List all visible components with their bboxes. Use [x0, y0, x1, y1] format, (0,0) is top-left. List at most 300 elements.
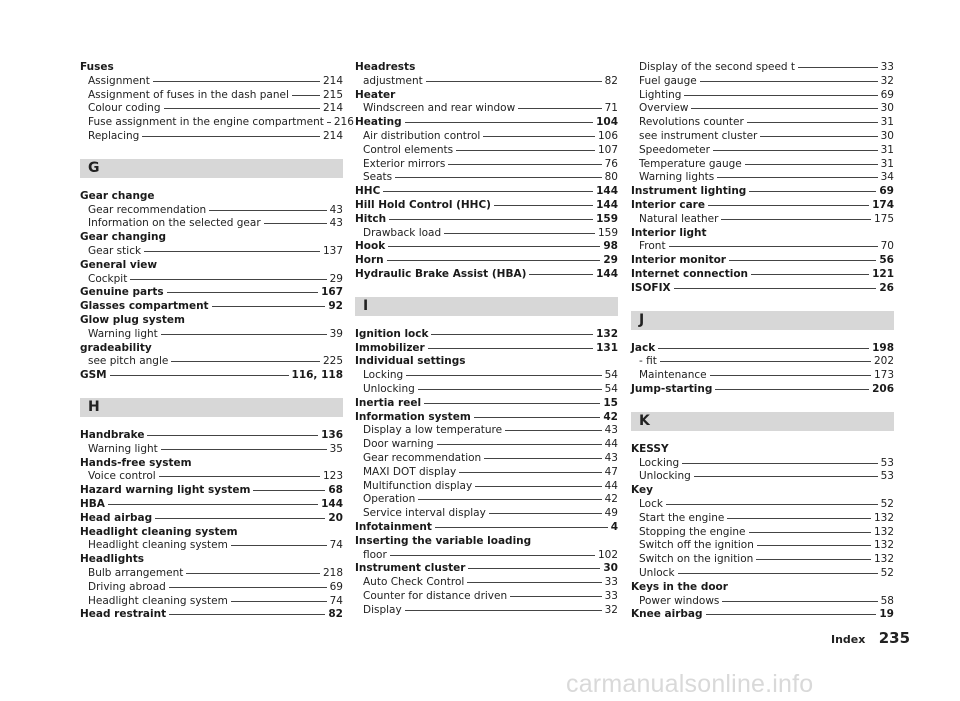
leader-line — [678, 573, 878, 574]
subentry-term: Operation — [363, 493, 416, 506]
index-subentry[interactable] — [80, 75, 343, 89]
page-reference[interactable]: 15 — [603, 396, 618, 409]
index-subentry[interactable] — [631, 61, 894, 75]
subentry-term: Warning light — [88, 442, 158, 455]
index-heading-row[interactable] — [80, 512, 343, 526]
leader-line — [110, 375, 289, 376]
page-reference[interactable]: 82 — [604, 74, 618, 87]
index-entry — [80, 553, 343, 608]
index-subentry[interactable] — [355, 227, 618, 241]
page-reference[interactable]: 35 — [329, 442, 343, 455]
index-heading-row[interactable] — [631, 199, 894, 213]
subentry-term: Display of the second speed t — [639, 61, 796, 73]
index-subentry[interactable] — [80, 217, 343, 231]
leader-line — [484, 458, 601, 459]
index-entry — [355, 185, 618, 199]
index-heading-row[interactable] — [80, 498, 343, 512]
index-entry — [631, 185, 894, 199]
index-subentry[interactable] — [80, 273, 343, 287]
index-subentry[interactable] — [355, 369, 618, 383]
index-subentry[interactable] — [80, 539, 343, 553]
page-reference[interactable]: 116, 118 — [291, 369, 343, 382]
index-subentry[interactable] — [631, 102, 894, 116]
index-subentry[interactable] — [80, 567, 343, 581]
page-reference[interactable]: 106 — [597, 129, 618, 142]
index-term: Inserting the variable loading — [355, 534, 532, 547]
page-reference[interactable]: 33 — [604, 589, 618, 602]
page-reference[interactable]: 19 — [879, 608, 894, 621]
page-reference[interactable]: 4 — [610, 520, 618, 533]
index-subentry[interactable] — [631, 553, 894, 567]
leader-line — [387, 260, 601, 261]
index-subentry[interactable] — [80, 470, 343, 484]
page-reference[interactable]: 225 — [322, 355, 343, 368]
page-reference[interactable]: 69 — [879, 185, 894, 198]
index-heading-row[interactable] — [631, 608, 894, 622]
leader-line — [161, 449, 327, 450]
page-reference[interactable]: 206 — [872, 382, 894, 395]
subentry-term: Lock — [639, 497, 663, 510]
index-term: Headlights — [80, 553, 144, 566]
page-reference[interactable]: 202 — [873, 355, 894, 368]
subentry-term: Display a low temperature — [363, 424, 503, 437]
page-reference[interactable]: 121 — [872, 267, 894, 280]
page-reference[interactable]: 44 — [604, 479, 618, 492]
leader-line — [395, 177, 601, 178]
watermark: carmanualsonline.info — [566, 670, 814, 698]
page-reference[interactable]: 70 — [880, 240, 894, 253]
leader-line — [760, 136, 877, 137]
page-reference[interactable]: 47 — [604, 465, 618, 478]
leader-line — [418, 499, 601, 500]
index-entry — [80, 512, 343, 526]
page-reference[interactable]: 74 — [329, 539, 343, 552]
leader-line — [155, 518, 325, 519]
page-reference[interactable]: 218 — [322, 566, 343, 579]
index-entry — [355, 397, 618, 411]
page-reference[interactable]: 43 — [604, 451, 618, 464]
page-reference[interactable]: 132 — [596, 327, 618, 340]
page-reference[interactable]: 173 — [873, 369, 894, 382]
page-reference[interactable]: 198 — [872, 341, 894, 354]
page-reference[interactable]: 214 — [322, 129, 343, 142]
page-reference[interactable]: 54 — [604, 382, 618, 395]
index-subentry[interactable] — [80, 581, 343, 595]
index-entry — [631, 608, 894, 622]
index-subentry[interactable] — [631, 75, 894, 89]
index-subentry[interactable] — [355, 383, 618, 397]
index-heading-row[interactable] — [355, 254, 618, 268]
index-subentry[interactable] — [355, 480, 618, 494]
leader-line — [231, 545, 327, 546]
index-entry — [355, 328, 618, 342]
subentry-term: Headlight cleaning system — [88, 594, 228, 607]
page-reference[interactable]: 69 — [329, 580, 343, 593]
leader-line — [749, 532, 871, 533]
index-heading-row[interactable] — [355, 397, 618, 411]
page-reference[interactable]: 71 — [604, 102, 618, 115]
index-heading-row[interactable] — [631, 185, 894, 199]
index-entry — [80, 342, 343, 370]
index-subentry[interactable] — [355, 604, 618, 618]
index-subentry[interactable] — [80, 355, 343, 369]
index-term: Interior monitor — [631, 254, 726, 267]
index-subentry[interactable] — [631, 567, 894, 581]
leader-line — [798, 67, 878, 68]
index-subentry[interactable] — [631, 539, 894, 553]
index-term: Hydraulic Brake Assist (HBA) — [355, 267, 527, 280]
subentry-term: Seats — [363, 171, 393, 184]
page-reference[interactable]: 32 — [604, 603, 618, 616]
page-reference[interactable]: 30 — [880, 129, 894, 142]
index-entry — [631, 282, 894, 296]
index-entry — [80, 259, 343, 287]
index-entry — [355, 342, 618, 356]
subentry-term: Locking — [639, 456, 680, 469]
subentry-term: Unlocking — [639, 470, 691, 483]
index-subentry[interactable] — [631, 213, 894, 227]
index-heading-row[interactable] — [355, 328, 618, 342]
index-term: Headlight cleaning system — [80, 525, 238, 538]
page-reference[interactable]: 69 — [880, 88, 894, 101]
subentry-term: Fuel gauge — [639, 74, 697, 87]
subentry-term: Stopping the engine — [639, 525, 746, 538]
leader-line — [674, 288, 877, 289]
page-reference[interactable]: 20 — [328, 511, 343, 524]
index-subentry[interactable] — [80, 443, 343, 457]
subentry-term: Cockpit — [88, 272, 128, 285]
page-reference[interactable]: 82 — [328, 608, 343, 621]
footer-label: Index — [831, 633, 866, 646]
index-term: Horn — [355, 254, 384, 267]
index-heading-row[interactable] — [355, 199, 618, 213]
page-reference[interactable]: 136 — [321, 428, 343, 441]
index-subentry[interactable] — [631, 470, 894, 484]
index-entry — [80, 190, 343, 231]
index-entry — [355, 535, 618, 563]
page-reference[interactable]: 175 — [873, 212, 894, 225]
subentry-term: Revolutions counter — [639, 116, 744, 129]
page-reference[interactable]: 31 — [880, 143, 894, 156]
index-subentry[interactable] — [631, 457, 894, 471]
subentry-term: Assignment of fuses in the dash panel — [88, 88, 289, 101]
page-reference[interactable]: 26 — [879, 281, 894, 294]
index-subentry[interactable] — [631, 158, 894, 172]
index-subentry[interactable] — [355, 590, 618, 604]
index-subentry[interactable] — [631, 89, 894, 103]
leader-line — [159, 476, 320, 477]
page-reference[interactable]: 74 — [329, 594, 343, 607]
index-subentry[interactable] — [631, 369, 894, 383]
index-term: Hands-free system — [80, 456, 192, 469]
index-subentry[interactable] — [355, 144, 618, 158]
page-reference[interactable]: 42 — [604, 493, 618, 506]
index-subentry[interactable] — [631, 526, 894, 540]
leader-line — [388, 246, 600, 247]
leader-line — [727, 518, 871, 519]
subentry-term: Display — [363, 603, 402, 616]
index-subentry[interactable] — [355, 493, 618, 507]
index-subentry[interactable] — [80, 89, 343, 103]
page-reference[interactable]: 144 — [321, 497, 343, 510]
index-term: ISOFIX — [631, 281, 671, 294]
page-reference[interactable]: 29 — [603, 254, 618, 267]
page-reference[interactable]: 68 — [328, 484, 343, 497]
page-reference[interactable]: 98 — [603, 240, 618, 253]
leader-line — [684, 95, 877, 96]
index-heading-row[interactable] — [80, 286, 343, 300]
page-reference[interactable]: 137 — [322, 244, 343, 257]
index-term: Handbrake — [80, 428, 145, 441]
index-column-2 — [355, 61, 618, 617]
index-heading-row[interactable] — [631, 268, 894, 282]
index-entry — [355, 213, 618, 241]
index-term: General view — [80, 258, 158, 271]
index-entry — [80, 526, 343, 554]
page-reference[interactable]: 144 — [596, 267, 618, 280]
index-subentry[interactable] — [631, 595, 894, 609]
subentry-term: Switch on the ignition — [639, 553, 754, 566]
leader-line — [405, 610, 602, 611]
leader-line — [389, 219, 593, 220]
index-subentry[interactable] — [80, 116, 354, 130]
index-term: Information system — [355, 410, 471, 423]
subentry-term: Air distribution control — [363, 129, 481, 142]
index-subentry[interactable] — [80, 328, 343, 342]
subentry-term: Front — [639, 240, 666, 253]
page-reference[interactable]: 159 — [596, 212, 618, 225]
page-reference[interactable]: 44 — [604, 438, 618, 451]
page-reference[interactable]: 132 — [873, 539, 894, 552]
subentry-term: Speedometer — [639, 143, 710, 156]
index-heading-row[interactable] — [355, 342, 618, 356]
page-reference[interactable]: 29 — [329, 272, 343, 285]
index-subentry[interactable] — [355, 158, 618, 172]
page-reference[interactable]: 33 — [604, 576, 618, 589]
page-reference[interactable]: 159 — [597, 226, 618, 239]
page-reference[interactable]: 58 — [880, 594, 894, 607]
index-term: Immobilizer — [355, 341, 425, 354]
index-subentry[interactable] — [80, 595, 343, 609]
leader-line — [757, 545, 871, 546]
index-term: gradeability — [80, 341, 152, 354]
leader-line — [700, 81, 878, 82]
leader-line — [437, 444, 602, 445]
index-heading-row[interactable] — [355, 268, 618, 282]
page-reference[interactable]: 31 — [880, 116, 894, 129]
leader-line — [694, 476, 878, 477]
index-entry — [80, 286, 343, 300]
page-reference[interactable]: 30 — [880, 102, 894, 115]
subentry-term: Lighting — [639, 88, 682, 101]
page-reference[interactable]: 43 — [604, 424, 618, 437]
index-subentry[interactable] — [631, 144, 894, 158]
subentry-term: Colour coding — [88, 102, 161, 115]
leader-line — [729, 260, 876, 261]
subentry-term: Unlocking — [363, 382, 415, 395]
leader-line — [383, 191, 593, 192]
leader-line — [426, 81, 602, 82]
index-subentry[interactable] — [355, 424, 618, 438]
index-subentry[interactable] — [631, 130, 894, 144]
index-heading-row[interactable] — [355, 116, 618, 130]
subentry-term: Natural leather — [639, 212, 719, 225]
leader-line — [153, 81, 320, 82]
page-reference[interactable]: 123 — [322, 470, 343, 483]
page-reference[interactable]: 80 — [604, 171, 618, 184]
index-heading-row[interactable] — [355, 411, 618, 425]
index-heading-row[interactable] — [80, 369, 343, 383]
index-heading-row[interactable] — [631, 342, 894, 356]
leader-line — [756, 559, 871, 560]
index-heading-row[interactable] — [355, 213, 618, 227]
index-entry — [631, 199, 894, 227]
index-subentry[interactable] — [80, 102, 343, 116]
page-reference[interactable]: 54 — [604, 369, 618, 382]
leader-line — [747, 122, 878, 123]
leader-line — [169, 587, 327, 588]
page-reference[interactable]: 30 — [603, 562, 618, 575]
page-reference[interactable]: 104 — [596, 116, 618, 129]
page-reference[interactable]: 52 — [880, 566, 894, 579]
index-subentry[interactable] — [355, 75, 618, 89]
index-subentry[interactable] — [80, 204, 343, 218]
leader-line — [390, 555, 595, 556]
page-reference[interactable]: 132 — [873, 525, 894, 538]
page-reference[interactable]: 144 — [596, 185, 618, 198]
index-heading-row[interactable] — [631, 383, 894, 397]
index-term: Hitch — [355, 212, 387, 225]
page-reference[interactable]: 42 — [603, 410, 618, 423]
index-term: Head airbag — [80, 511, 153, 524]
subentry-term: Gear recommendation — [88, 203, 207, 216]
leader-line — [253, 490, 325, 491]
index-heading-row[interactable] — [355, 185, 618, 199]
page-reference[interactable]: 131 — [596, 341, 618, 354]
index-entry — [631, 443, 894, 484]
page-reference[interactable]: 144 — [596, 198, 618, 211]
index-subentry[interactable] — [631, 355, 894, 369]
page-reference[interactable]: 33 — [880, 61, 894, 73]
page-reference[interactable]: 214 — [322, 102, 343, 115]
leader-line — [717, 177, 877, 178]
index-subentry[interactable] — [355, 549, 618, 563]
leader-line — [431, 334, 593, 335]
index-heading-row[interactable] — [80, 300, 343, 314]
leader-line — [212, 306, 326, 307]
page-reference[interactable]: 76 — [604, 157, 618, 170]
index-subentry[interactable] — [355, 466, 618, 480]
page-footer — [831, 629, 910, 647]
index-subentry[interactable] — [80, 245, 343, 259]
page-reference[interactable]: 31 — [880, 157, 894, 170]
subentry-term: Multifunction display — [363, 479, 473, 492]
page-reference[interactable]: 32 — [880, 74, 894, 87]
index-subentry[interactable] — [355, 452, 618, 466]
index-subentry[interactable] — [355, 171, 618, 185]
index-entry — [355, 521, 618, 535]
index-entry — [355, 355, 618, 396]
index-heading-row[interactable] — [80, 484, 343, 498]
index-heading-row[interactable] — [631, 282, 894, 296]
subentry-term: Gear recommendation — [363, 451, 482, 464]
page-reference[interactable]: 39 — [329, 327, 343, 340]
page-reference[interactable]: 214 — [322, 74, 343, 87]
index-subentry[interactable] — [355, 102, 618, 116]
index-subentry[interactable] — [631, 116, 894, 130]
index-term: Individual settings — [355, 355, 466, 368]
subentry-term: Counter for distance driven — [363, 589, 508, 602]
page-reference[interactable]: 92 — [328, 300, 343, 313]
index-entry — [80, 61, 354, 144]
page-reference[interactable]: 132 — [873, 511, 894, 524]
index-heading-row[interactable] — [355, 521, 618, 535]
index-subentry[interactable] — [355, 130, 618, 144]
index-subentry[interactable] — [355, 576, 618, 590]
page-reference[interactable]: 167 — [321, 286, 343, 299]
page-reference[interactable]: 102 — [597, 548, 618, 561]
index-heading-row[interactable] — [80, 429, 343, 443]
page-reference[interactable]: 43 — [329, 203, 343, 216]
page-reference[interactable]: 34 — [880, 171, 894, 184]
page-reference[interactable]: 216 — [333, 116, 354, 129]
index-entry — [355, 199, 618, 213]
leader-line — [209, 210, 326, 211]
index-entry — [80, 314, 343, 342]
index-subentry[interactable] — [355, 507, 618, 521]
page-reference[interactable]: 53 — [880, 470, 894, 483]
page-reference[interactable]: 56 — [879, 254, 894, 267]
index-heading-row[interactable] — [631, 254, 894, 268]
index-subentry[interactable] — [631, 498, 894, 512]
subentry-term: floor — [363, 548, 387, 561]
leader-line — [505, 430, 602, 431]
index-heading-row[interactable] — [355, 562, 618, 576]
leader-line — [510, 596, 601, 597]
leader-line — [264, 223, 327, 224]
index-term: Gear change — [80, 189, 155, 202]
index-subentry[interactable] — [631, 512, 894, 526]
leader-line — [169, 614, 325, 615]
index-entry — [355, 268, 618, 282]
index-subentry[interactable] — [80, 130, 343, 144]
section-letter: H — [80, 398, 343, 417]
page-reference[interactable]: 52 — [880, 497, 894, 510]
page-reference[interactable]: 174 — [872, 198, 894, 211]
index-heading-row[interactable] — [355, 240, 618, 254]
subentry-term: adjustment — [363, 74, 423, 87]
leader-line — [406, 375, 601, 376]
index-term: Interior light — [631, 226, 707, 239]
page-reference[interactable]: 49 — [604, 507, 618, 520]
leader-line — [715, 389, 869, 390]
page-reference[interactable]: 43 — [329, 217, 343, 230]
index-heading-row[interactable] — [80, 608, 343, 622]
leader-line — [424, 403, 600, 404]
index-subentry[interactable] — [631, 171, 894, 185]
page-reference[interactable]: 215 — [322, 88, 343, 101]
page-reference[interactable]: 107 — [597, 143, 618, 156]
leader-line — [327, 122, 331, 123]
page-number: 235 — [878, 629, 911, 647]
subentry-term: Exterior mirrors — [363, 157, 446, 170]
page-reference[interactable]: 132 — [873, 553, 894, 566]
leader-line — [142, 136, 320, 137]
index-subentry[interactable] — [355, 438, 618, 452]
index-subentry[interactable] — [631, 240, 894, 254]
page-reference[interactable]: 53 — [880, 456, 894, 469]
subentry-term: Warning lights — [639, 171, 715, 184]
